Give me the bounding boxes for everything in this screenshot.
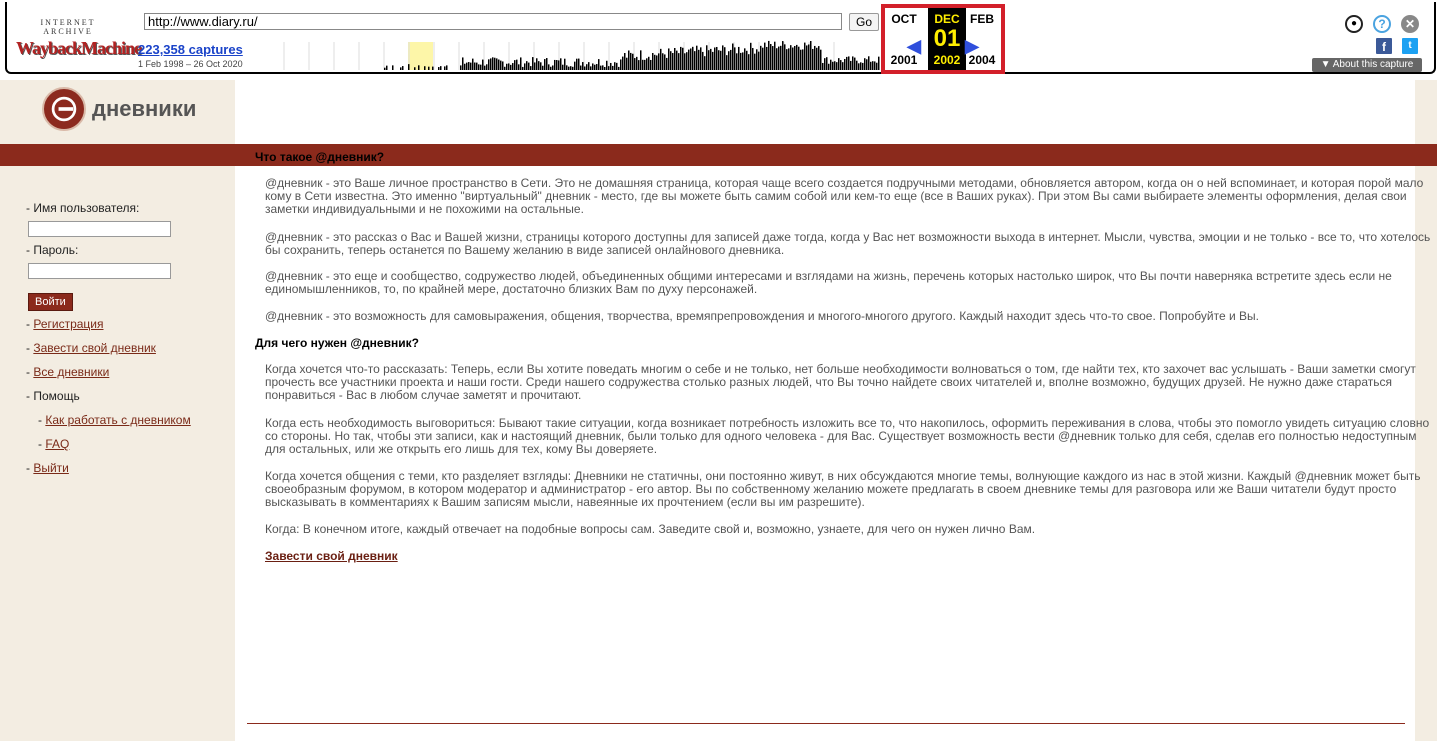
sparkline-bar (668, 48, 670, 70)
sparkline-bar (688, 50, 690, 70)
sparkline-bar (654, 55, 656, 70)
header-bar (0, 144, 1437, 166)
sparkline-bar (604, 67, 606, 70)
sparkline-bar (500, 61, 502, 70)
facebook-icon[interactable]: f (1376, 38, 1392, 54)
sparkline-bar (752, 48, 754, 70)
sparkline-bar (424, 66, 426, 70)
faq-link[interactable]: FAQ (45, 437, 70, 451)
sparkline-bar (692, 47, 694, 70)
sparkline-bar (704, 56, 706, 70)
sparkline-bar (872, 61, 874, 70)
sparkline-bar (536, 58, 538, 70)
sparkline-bar (812, 49, 814, 70)
sparkline-bar (462, 57, 464, 70)
howto-link[interactable]: Как работать с дневником (45, 413, 191, 427)
sparkline-bar (682, 48, 684, 70)
sparkline-bar (518, 64, 520, 70)
sparkline-bar (488, 59, 490, 70)
sparkline-bar (806, 45, 808, 70)
sparkline-bar (658, 53, 660, 70)
sparkline-bar (572, 67, 574, 70)
wayback-logo-top: INTERNET ARCHIVE (40, 18, 96, 36)
sidebar-bullet: - (38, 437, 46, 451)
sparkline-bar (508, 63, 510, 70)
sparkline-bar (626, 58, 628, 70)
calendar-prev[interactable] (885, 8, 923, 70)
sparkline-bar (702, 52, 704, 70)
sparkline-bar (556, 60, 558, 70)
sparkline-bar (592, 63, 594, 70)
sparkline-bar (432, 67, 434, 70)
sparkline-bar (514, 60, 516, 70)
sparkline-bar (712, 52, 714, 70)
sparkline-bar (856, 61, 858, 70)
sparkline-bar (598, 59, 600, 70)
sparkline-bar (832, 62, 834, 70)
sparkline-bar (580, 66, 582, 70)
sparkline-bar (720, 51, 722, 70)
sparkline-bar (402, 66, 404, 70)
sparkline-bar (622, 57, 624, 70)
sparkline-bar (466, 63, 468, 70)
sparkline-bar (866, 59, 868, 70)
sparkline-bar (610, 63, 612, 70)
sparkline-bar (554, 60, 556, 70)
sparkline-bar (746, 51, 748, 70)
username-label: - Имя пользователя: (26, 201, 140, 215)
sparkline-bar (596, 64, 598, 70)
sparkline-bar (482, 60, 484, 70)
sparkline-bar (774, 42, 776, 70)
sidebar-item-register[interactable] (26, 317, 104, 331)
sidebar-item-create-diary[interactable] (26, 341, 156, 355)
sidebar-item-logout[interactable] (26, 461, 69, 475)
sparkline-bar (842, 62, 844, 70)
twitter-icon[interactable]: t (1402, 38, 1418, 54)
next-month: FEB (970, 12, 994, 26)
sparkline-bar (772, 46, 774, 70)
help-label: Помощь (33, 389, 80, 403)
sparkline-bar (652, 53, 654, 70)
sparkline-bar (810, 41, 812, 70)
sparkline-bar (600, 66, 602, 70)
sparkline-bar (544, 59, 546, 70)
sparkline-bar (642, 60, 644, 70)
sparkline-bar (522, 67, 524, 70)
logo-text: дневники (92, 96, 197, 121)
sparkline-bar (656, 55, 658, 70)
sparkline-bar (680, 47, 682, 70)
password-label: - Пароль: (26, 243, 79, 257)
sparkline-bar (564, 59, 566, 70)
section-heading-why: Для чего нужен @дневник? (255, 336, 419, 350)
sparkline-bar (392, 65, 394, 70)
sparkline-bar (492, 57, 494, 70)
next-arrow-icon[interactable]: ▶ (965, 36, 979, 56)
sparkline-bar (860, 62, 862, 70)
sparkline-bar (630, 53, 632, 70)
sparkline-bar (612, 66, 614, 70)
help-icon[interactable]: ? (1373, 15, 1391, 33)
sparkline-bars (384, 41, 880, 70)
sparkline-bar (742, 52, 744, 70)
sparkline-bar (468, 62, 470, 70)
password-input[interactable] (26, 263, 171, 279)
sparkline-bar (632, 54, 634, 70)
prev-month: OCT (891, 12, 917, 26)
sparkline-bar (542, 66, 544, 70)
sparkline-bar (876, 63, 878, 70)
wayback-url-input[interactable]: http://www.diary.ru/ (144, 13, 842, 30)
sparkline-bar (526, 61, 528, 70)
sidebar-bullet: - (26, 389, 34, 403)
sparkline-bar (438, 67, 440, 70)
sparkline-bar (484, 66, 486, 70)
sparkline-bar (802, 49, 804, 70)
sparkline-bar (684, 53, 686, 70)
sparkline-bar (838, 58, 840, 70)
sparkline-bar (796, 45, 798, 70)
sparkline-bar (486, 64, 488, 70)
sparkline-bar (848, 56, 850, 70)
sparkline-bar (590, 66, 592, 70)
sparkline-bar (490, 58, 492, 70)
sparkline-bar (826, 57, 828, 70)
calendar-next[interactable] (963, 8, 1001, 70)
sparkline-bar (384, 68, 386, 70)
login-button[interactable]: Войти (28, 293, 73, 311)
sparkline-bar (586, 64, 588, 70)
close-icon[interactable]: ✕ (1401, 15, 1419, 33)
sparkline-bar (852, 56, 854, 70)
sparkline-bar (816, 48, 818, 70)
sparkline-bar (766, 47, 768, 70)
sparkline-bar (418, 65, 420, 70)
sparkline-bar (722, 45, 724, 70)
sparkline-bar (762, 48, 764, 70)
sparkline-bar (686, 52, 688, 70)
sparkline-bar (672, 53, 674, 70)
about-capture-button[interactable]: ▼ About this capture (1312, 58, 1422, 72)
sparkline-bar (636, 57, 638, 70)
sparkline-bar (414, 67, 416, 70)
sparkline-bar (444, 66, 446, 70)
sparkline-bar (748, 54, 750, 70)
sparkline-bar (464, 64, 466, 70)
paragraph: @дневник - это еще и сообщество, содружество людей, объединенных общими интересами и взглядами на жизнь, перечень которых настолько широк, что Вы почти наверняка встретите здесь если не единомышленников, то, по крайней мере, достаточно близких Вам по духу персонажей. (265, 269, 1392, 296)
sidebar-item-faq[interactable] (38, 437, 69, 451)
sparkline-bar (790, 45, 792, 70)
calendar-navigator (881, 4, 1005, 74)
sparkline-bar (782, 41, 784, 70)
section-heading-what: Что такое @дневник? (255, 150, 385, 164)
sparkline-bar (798, 47, 800, 70)
sparkline-bar (634, 58, 636, 70)
paragraph: Когда: В конечном итоге, каждый отвечает на подобные вопросы сам. Заведите свой и, возможно, узнаете, для чего он нужен лично Вам. (265, 522, 1036, 536)
sparkline-bar (786, 49, 788, 70)
sparkline-bar (460, 65, 462, 70)
calendar-current (928, 8, 966, 70)
sparkline-bar (504, 67, 506, 70)
current-month: DEC (934, 12, 960, 26)
sparkline-bar (520, 57, 522, 70)
sparkline-bar (608, 66, 610, 70)
all-diaries-link[interactable]: Все дневники (33, 365, 110, 379)
sparkline-bar (512, 63, 514, 70)
sparkline-bar (528, 63, 530, 70)
captures-link[interactable]: 223,358 captures (138, 42, 243, 57)
sparkline-bar (874, 61, 876, 70)
prev-arrow-icon[interactable]: ◀ (907, 36, 921, 56)
sparkline-bar (534, 62, 536, 70)
sidebar-bullet: - (38, 413, 46, 427)
sparkline-bar (620, 59, 622, 70)
sparkline-bar (386, 66, 388, 70)
sparkline-bar (648, 57, 650, 70)
sparkline-bar (502, 61, 504, 70)
sparkline-bar (582, 62, 584, 70)
sparkline-bar (714, 47, 716, 70)
sparkline-bar (846, 57, 848, 70)
sidebar-item-all-diaries[interactable] (26, 365, 109, 379)
sparkline-bar (744, 48, 746, 70)
sparkline-bar (834, 61, 836, 70)
sparkline-bar (566, 65, 568, 70)
sparkline-bar (480, 65, 482, 70)
sparkline-bar (776, 48, 778, 70)
sparkline-bar (696, 46, 698, 70)
sparkline-bar (584, 66, 586, 70)
sparkline-bar (808, 44, 810, 70)
paragraph: @дневник - это Ваше личное пространство в Сети. Это не домашняя страница, которая чаще всего создается подручными методами, обновляется автором, когда он о ней вспоминает, и которая порой мало кому в Сети известна. Это именно "виртуальный" дневник - место, где вы можете быть самим собой или кем-то еще (все в Ваших руках). При этом Вы сами выбираете элементы оформления, делая свои заметки индивидуальными и не похожими на остальные. (265, 176, 1424, 216)
sparkline-bar (840, 60, 842, 70)
sparkline-bar (736, 53, 738, 70)
sparkline-bar (472, 59, 474, 70)
sparkline-bar (510, 65, 512, 70)
sparkline-bar (506, 64, 508, 70)
sparkline-bar (550, 67, 552, 70)
sparkline-bar (854, 58, 856, 70)
site-logo[interactable] (42, 87, 197, 133)
sidebar-item-help (26, 389, 80, 403)
sparkline-bar (540, 62, 542, 70)
sparkline-bar (546, 58, 548, 70)
sparkline-bar (548, 64, 550, 70)
sparkline-bar (568, 67, 570, 70)
sparkline-bar (818, 46, 820, 70)
sparkline-bar (740, 53, 742, 70)
sparkline-bar (524, 63, 526, 70)
sparkline-bar (494, 58, 496, 70)
sparkline-bar (638, 60, 640, 70)
sparkline-bar (792, 47, 794, 70)
sparkline-bar (538, 61, 540, 70)
prev-year: 2001 (890, 53, 918, 67)
sparkline-bar (446, 65, 448, 70)
sparkline-bar (844, 59, 846, 70)
paragraph: Когда хочется общения с теми, кто разделяет взгляды: Дневники не статичны, они постоянно живут, в них обсуждаются многие темы, волнующие каждого из нас в этой жизни. Каждый @дневник может быть своеобразным форумом, в котором модератор и администратор - его автор. Вы по собственному желанию можете предлагать в своем дневнике темы для разговора или же Ваши читатели будут просто высказывать в комментариях к Вашим записям мысли, навеянные их прочтением (если вы им разрешите). (265, 469, 1421, 509)
sparkline-bar (644, 60, 646, 70)
sparkline-bar (578, 59, 580, 70)
capture-range: 1 Feb 1998 – 26 Oct 2020 (138, 59, 243, 69)
sidebar-bullet: - (26, 461, 34, 475)
sparkline-bar (716, 47, 718, 70)
sparkline-bar (666, 58, 668, 70)
sparkline-bar (602, 65, 604, 70)
sparkline-bar (674, 48, 676, 70)
sparkline-bar (726, 55, 728, 70)
sparkline-bar (476, 63, 478, 70)
capture-sparkline[interactable] (262, 38, 880, 70)
sparkline-bar (738, 47, 740, 70)
create-diary-link[interactable]: Завести свой дневник (33, 341, 156, 355)
sparkline-bar (710, 49, 712, 70)
wayback-toolbar (0, 0, 1437, 80)
sparkline-bar (662, 53, 664, 70)
paragraph: Когда хочется что-то рассказать: Теперь, если Вы хотите поведать многим о себе и не только, нет больше необходимости волноваться о том, где найти тех, кто захочет вас услышать - Ваши заметки смогут прочесть все участники проекта и наши гости. Среди нашего содружества столько разных людей, что Вы точно найдете своих читателей и, вполне возможно, будущих друзей. Не нужно даже стараться понравиться - Вас в любом случае заметят и прочитают. (265, 362, 1416, 402)
sparkline-bar (734, 47, 736, 70)
sparkline-bar (700, 47, 702, 70)
sparkline-bar (530, 66, 532, 70)
sparkline-bar (440, 66, 442, 70)
sparkline-bar (428, 67, 430, 70)
sparkline-bar (864, 58, 866, 70)
paragraph: @дневник - это рассказ о Вас и Вашей жизни, страницы которого доступны для записей даже тогда, когда у Вас нет возможности выхода в интернет. Мысли, чувства, эмоции и не только - все то, что хотелось бы сохранить, теперь останется по Вашему желанию в виде записей онлайнового дневника. (265, 230, 1431, 257)
sparkline-bar (764, 43, 766, 70)
paragraph: @дневник - это возможность для самовыражения, общения, творчества, времяпрепровождения и многого-многого другого. Каждый находит здесь что-то свое. Попробуйте и Вы. (265, 309, 1259, 323)
sparkline-highlight (408, 42, 433, 70)
create-diary-cta-link[interactable]: Завести свой дневник (265, 549, 398, 563)
sparkline-bar (760, 46, 762, 70)
sparkline-bar (616, 63, 618, 70)
sparkline-bar (870, 62, 872, 70)
sparkline-bar (478, 64, 480, 70)
sparkline-bar (756, 49, 758, 70)
sparkline-bar (660, 49, 662, 70)
sparkline-bar (640, 50, 642, 70)
sparkline-bar (678, 53, 680, 70)
sparkline-bar (594, 65, 596, 70)
sparkline-bar (694, 51, 696, 70)
sparkline-bar (814, 46, 816, 70)
sparkline-bar (794, 46, 796, 70)
sparkline-bar (822, 63, 824, 70)
sparkline-bar (780, 46, 782, 70)
sparkline-bar (868, 56, 870, 70)
sparkline-bar (706, 45, 708, 70)
sidebar-item-howto[interactable] (38, 413, 191, 427)
sparkline-bar (750, 43, 752, 70)
logo-mark-icon (42, 87, 86, 131)
sparkline-bar (828, 64, 830, 70)
sparkline-bar (718, 50, 720, 70)
logout-link[interactable]: Выйти (33, 461, 69, 475)
sparkline-bar (574, 62, 576, 70)
sparkline-bar (708, 50, 710, 70)
sparkline-bar (560, 58, 562, 70)
paragraph: Когда есть необходимость выговориться: Бывают такие ситуации, когда возникает потребность изложить все то, что накопилось, оформить переживания в слова, чтобы это помогло увидеть ситуацию словно со стороны. Но так, чтобы эти записи, как и настоящий дневник, были только для одного человека - для Вас. Существует возможность вести @дневник только для себя, сделав его полностью недоступным для остальных, или же открыть его лишь для тех, кому Вы доверяете. (265, 416, 1430, 456)
sidebar-bullet: - (26, 365, 34, 379)
sparkline-bar (606, 61, 608, 70)
sparkline-bar (778, 47, 780, 70)
sparkline-bar (618, 67, 620, 70)
account-icon[interactable]: ● (1345, 15, 1363, 33)
sparkline-bar (614, 62, 616, 70)
sparkline-bar (646, 58, 648, 70)
sparkline-bar (650, 60, 652, 70)
sparkline-bar (824, 58, 826, 70)
sparkline-bar (400, 67, 402, 70)
sparkline-bar (576, 59, 578, 70)
sparkline-bar (624, 53, 626, 70)
username-input[interactable] (26, 221, 171, 237)
sparkline-bar (408, 64, 410, 70)
sparkline-bar (830, 60, 832, 70)
wayback-logo[interactable] (16, 18, 142, 59)
sparkline-bar (690, 48, 692, 70)
sparkline-bar (850, 61, 852, 70)
sparkline-bar (754, 54, 756, 70)
sparkline-bar (588, 62, 590, 70)
sparkline-bar (516, 60, 518, 70)
sparkline-bar (770, 44, 772, 70)
sparkline-bar (804, 43, 806, 70)
sparkline-bar (768, 41, 770, 70)
footer-divider (247, 723, 1405, 724)
sparkline-bar (820, 50, 822, 70)
sparkline-bar (558, 60, 560, 70)
sparkline-bar (724, 47, 726, 70)
sparkline-bar (730, 50, 732, 70)
sparkline-bar (562, 65, 564, 70)
sparkline-bar (498, 60, 500, 70)
register-link[interactable]: Регистрация (33, 317, 104, 331)
sparkline-bar (570, 66, 572, 70)
sparkline-bar (862, 63, 864, 70)
sparkline-bar (664, 54, 666, 70)
sparkline-bar (532, 57, 534, 70)
sparkline-bar (698, 50, 700, 70)
sparkline-bar (858, 63, 860, 70)
sparkline-bar (800, 50, 802, 70)
sparkline-bar (878, 57, 880, 70)
sidebar-bullet: - (26, 317, 34, 331)
wayback-logo-main: WaybackMachine (16, 38, 142, 58)
sparkline-bar (552, 65, 554, 70)
wayback-go-button[interactable]: Go (849, 13, 879, 31)
sparkline-bar (836, 62, 838, 70)
sparkline-bar (676, 51, 678, 70)
sparkline-bar (496, 58, 498, 70)
next-year: 2004 (968, 53, 996, 67)
sparkline-bar (728, 51, 730, 70)
sparkline-bar (758, 52, 760, 70)
sparkline-bar (474, 62, 476, 70)
sidebar-bullet: - (26, 341, 34, 355)
sparkline-bar (784, 44, 786, 70)
current-day: 01 (933, 25, 961, 52)
sparkline-bar (788, 48, 790, 70)
sparkline-bar (670, 51, 672, 70)
current-year: 2002 (933, 53, 961, 67)
sparkline-bar (628, 50, 630, 70)
sparkline-bar (732, 44, 734, 70)
sparkline-bar (470, 63, 472, 70)
